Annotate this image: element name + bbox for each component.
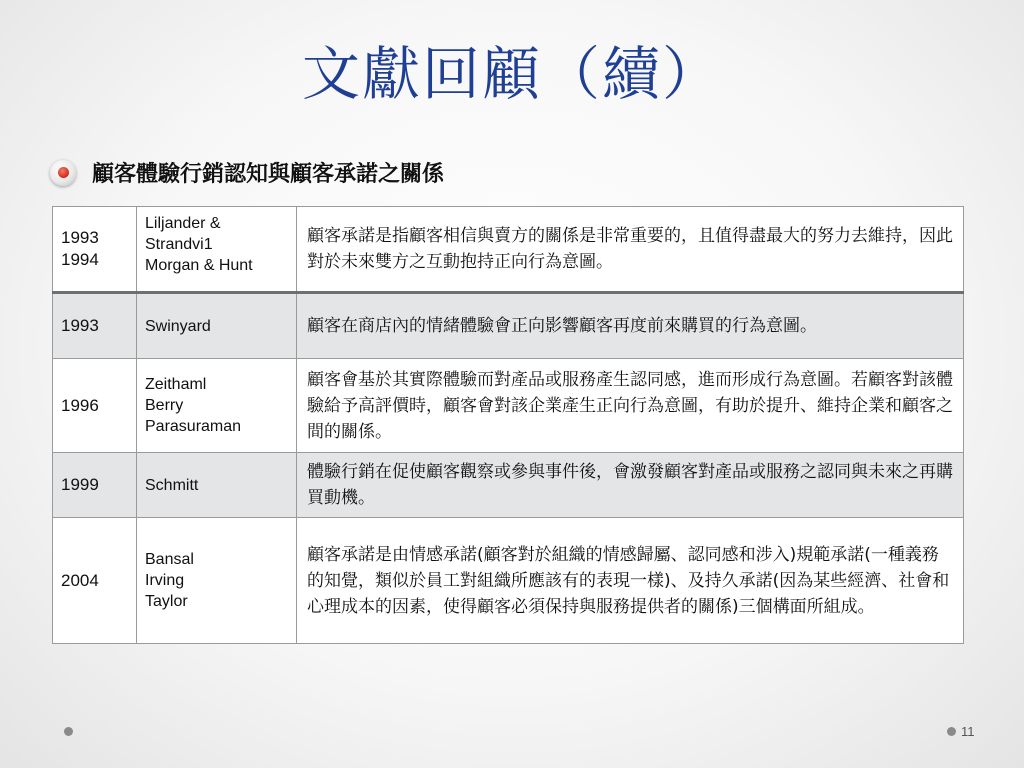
year-cell — [53, 518, 137, 644]
literature-table — [52, 206, 964, 644]
year-cell — [53, 453, 137, 518]
year-cell — [53, 293, 137, 359]
year-line: 1993 — [61, 228, 99, 247]
author-line: Liljander & — [145, 215, 221, 232]
author-line: Swinyard — [145, 317, 211, 335]
year-line: 2004 — [61, 570, 99, 590]
nav-dot-left — [64, 727, 73, 736]
author-cell — [137, 293, 297, 359]
slide-title: 文獻回顧（續） — [301, 40, 722, 108]
author-line: Strandvi1 — [145, 236, 213, 253]
year-line: 1996 — [61, 395, 99, 415]
bullet-point — [50, 157, 444, 188]
year-cell — [53, 359, 137, 453]
table-row — [53, 453, 964, 518]
description-cell: 體驗行銷在促使顧客觀察或參與事件後，會激發顧客對產品或服務之認同與未來之再購買動機。 — [297, 453, 964, 518]
bullet-dot — [58, 167, 69, 178]
description-cell: 顧客承諾是由情感承諾(顧客對於組織的情感歸屬、認同感和涉入)規範承諾(一種義務的知覺，類似於員工對組織所應該有的表現一樣)、及持久承諾(因為某些經濟、社會和心理成本的因素，使得顧客必須保持與服務提供者的關係)三個構面所組成。 — [297, 518, 964, 644]
author-cell — [137, 207, 297, 293]
table-row — [53, 293, 964, 359]
author-line: Parasuraman — [145, 418, 242, 435]
year-line: 1994 — [61, 250, 99, 269]
bullet-icon — [50, 160, 76, 186]
description-cell: 顧客在商店內的情緒體驗會正向影響顧客再度前來購買的行為意圖。 — [297, 293, 964, 359]
description-cell: 顧客會基於其實際體驗而對產品或服務產生認同感，進而形成行為意圖。若顧客對該體驗給予高評價時，顧客會對該企業產生正向行為意圖，有助於提升、維持企業和顧客之間的關係。 — [297, 359, 964, 453]
author-cell — [137, 359, 297, 453]
author-line: Morgan & Hunt — [145, 257, 253, 274]
author-line: Taylor — [145, 593, 188, 610]
author-line: Bansal — [145, 551, 194, 568]
table-row — [53, 518, 964, 644]
author-cell — [137, 453, 297, 518]
author-line: Berry — [145, 397, 184, 414]
author-line: Schmitt — [145, 476, 199, 494]
year-line: 1993 — [61, 316, 99, 335]
author-cell — [137, 518, 297, 644]
year-line: 1999 — [61, 475, 99, 494]
description-cell: 顧客承諾是指顧客相信與賣方的關係是非常重要的，且值得盡最大的努力去維持，因此對於未來雙方之互動抱持正向行為意圖。 — [297, 207, 964, 293]
nav-dot-right — [947, 727, 956, 736]
table-row — [53, 207, 964, 293]
page-number: 11 — [961, 724, 975, 739]
table-row — [53, 359, 964, 453]
author-line: Irving — [145, 572, 185, 589]
author-line: Zeithaml — [145, 376, 207, 393]
slide-subtitle: 顧客體驗行銷認知與顧客承諾之關係 — [92, 162, 445, 187]
year-cell — [53, 207, 137, 293]
